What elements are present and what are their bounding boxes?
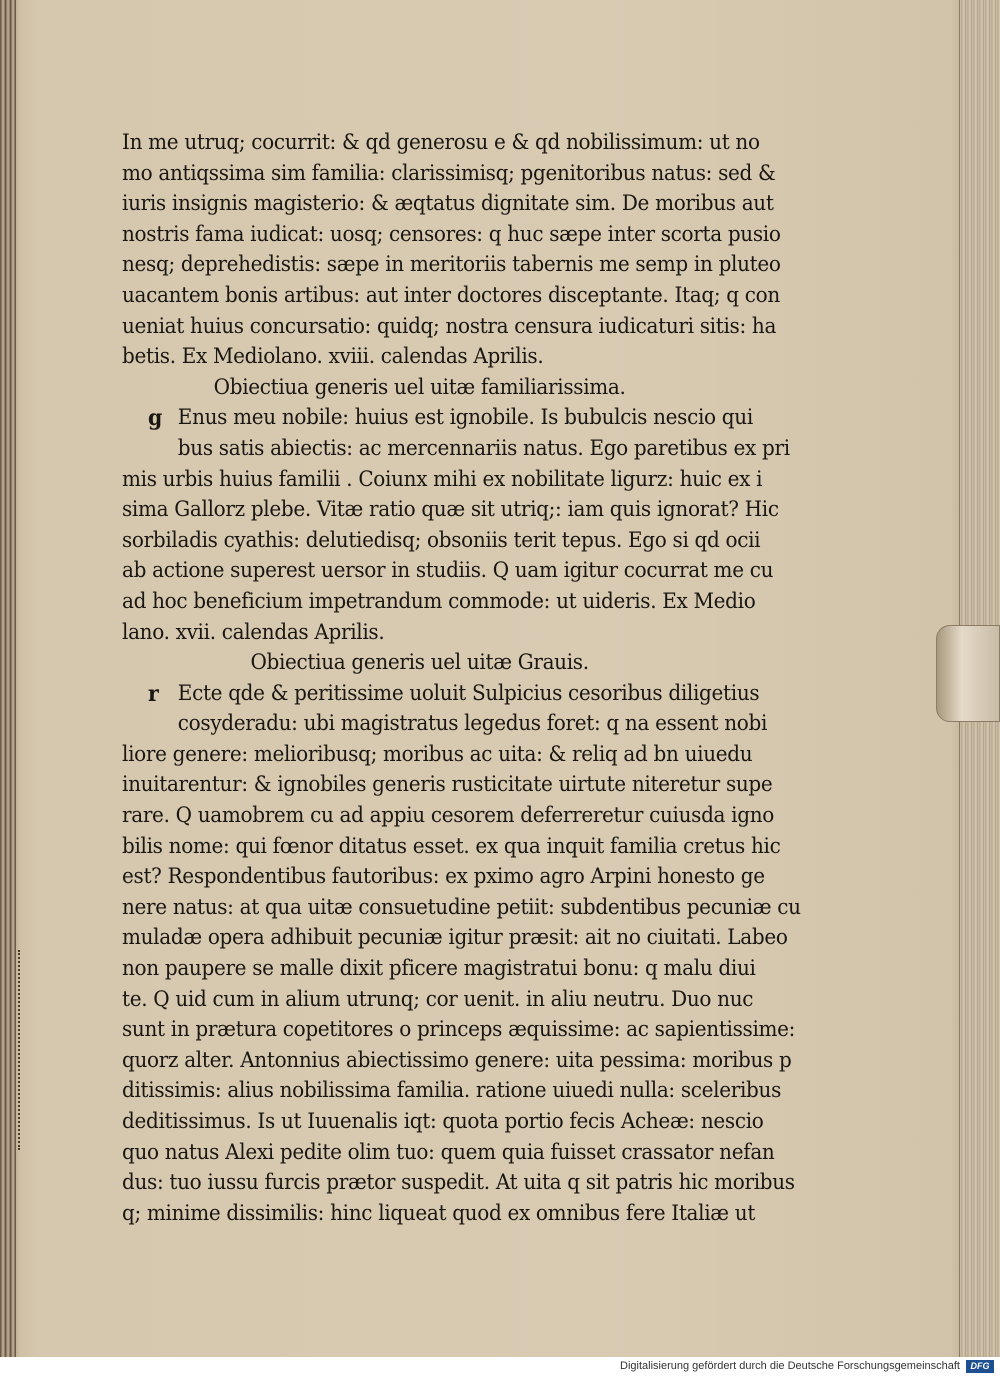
text-line: mis urbis huius familii . Coiunx mihi ex nobilitate ligurz: huic ex i (122, 466, 763, 492)
section-heading: Obiectiua generis uel uitæ Grauis. (250, 650, 589, 676)
page-text (122, 128, 801, 1229)
text-line: ditissimis: alius nobilissima familia. ratione uiuedi nulla: sceleribus (122, 1078, 782, 1104)
text-line: te. Q uid cum in alium utrunq; cor uenit. in aliu neutru. Duo nuc (122, 986, 754, 1012)
margin-mark (18, 950, 30, 1150)
page-clip (936, 625, 1000, 722)
text-line: sorbiladis cyathis: delutiedisq; obsoniis terit tepus. Ego si qd ocii (122, 527, 761, 553)
text-line: ad hoc beneficium impetrandum commode: ut uideris. Ex Medio (122, 588, 756, 614)
text-line: Enus meu nobile: huius est ignobile. Is bubulcis nescio qui (177, 405, 753, 431)
text-line: nostris fama iudicat: uosq; censores: q huc sæpe inter scorta pusio (122, 221, 781, 247)
text-line: bus satis abiectis: ac mercennariis natus. Ego paretibus ex pri (177, 435, 790, 461)
text-line: lano. xvii. calendas Aprilis. (122, 619, 385, 645)
text-line: cosyderadu: ubi magistratus legedus foret: q na essent nobi (177, 711, 768, 737)
text-line: non paupere se malle dixit pficere magistratui bonu: q malu diui (122, 956, 756, 982)
text-line: In me utruq; cocurrit: & qd generosu e & qd nobilissimum: ut no (122, 130, 760, 155)
text-line: ueniat huius concursatio: quidq; nostra censura iudicaturi sitis: ha (122, 313, 777, 339)
text-line: est? Respondentibus fautoribus: ex pximo agro Arpini honesto ge (122, 864, 765, 890)
text-line: dus: tuo iussu furcis prætor suspedit. At uita q sit patris hic moribus (122, 1170, 795, 1196)
book-left-edge (0, 0, 16, 1357)
funding-credit: Digitalisierung gefördert durch die Deutsche Forschungsgemeinschaft (620, 1360, 960, 1372)
text-line: sima Gallorz plebe. Vitæ ratio quæ sit utriq;: iam quis ignorat? Hic (122, 497, 779, 523)
paragraph-opening (122, 403, 753, 434)
paragraph-opening (122, 679, 760, 710)
text-line: rare. Q uamobrem cu ad appiu cesorem deferreretur cuiusda igno (122, 803, 774, 829)
text-line: quo natus Alexi pedite olim tuo: quem quia fuisset crassator nefan (122, 1139, 775, 1165)
text-line: liore genere: melioribusq; moribus ac uita: & reliq ad bn uiuedu (122, 741, 753, 767)
text-line: mo antiqssima sim familia: clarissimisq; pgenitoribus natus: sed & (122, 160, 776, 186)
text-line: iuris insignis magisterio: & æqtatus dignitate sim. De moribus aut (122, 191, 774, 217)
text-line: deditissimus. Is ut Iuuenalis iqt: quota portio fecis Acheæ: nescio (122, 1109, 764, 1134)
text-line: nere natus: at qua uitæ consuetudine petiit: subdentibus pecuniæ cu (122, 894, 801, 920)
text-line: betis. Ex Mediolano. xviii. calendas Aprilis. (122, 344, 544, 370)
initial-letter: r (148, 680, 159, 707)
initial-letter: g (148, 405, 163, 432)
text-line: quorz alter. Antonnius abiectissimo genere: uita pessima: moribus p (122, 1047, 792, 1073)
text-line: inuitarentur: & ignobiles generis rusticitate uirtute niteretur supe (122, 772, 773, 798)
footer-bar (0, 1357, 1000, 1377)
text-line: ab actione superest uersor in studiis. Q uam igitur cocurrat me cu (122, 558, 774, 584)
text-line: Ecte qde & peritissime uoluit Sulpicius cesoribus diligetius (177, 680, 760, 706)
text-line: nesq; deprehedistis: sæpe in meritoriis tabernis me semp in pluteo (122, 252, 781, 278)
section-heading: Obiectiua generis uel uitæ familiarissima. (213, 374, 626, 400)
dfg-logo: DFG (966, 1360, 994, 1373)
text-line: sunt in prætura copetitores o princeps æquissime: ac sapientissime: (122, 1017, 796, 1043)
text-line: q; minime dissimilis: hinc liqueat quod ex omnibus fere Italiæ ut (122, 1200, 756, 1226)
text-line: bilis nome: qui fœnor ditatus esset. ex qua inquit familia cretus hic (122, 833, 781, 859)
text-line: uacantem bonis artibus: aut inter doctores disceptante. Itaq; q con (122, 282, 780, 308)
text-line: muladæ opera adhibuit pecuniæ igitur præsit: ait no ciuitati. Labeo (122, 925, 788, 951)
